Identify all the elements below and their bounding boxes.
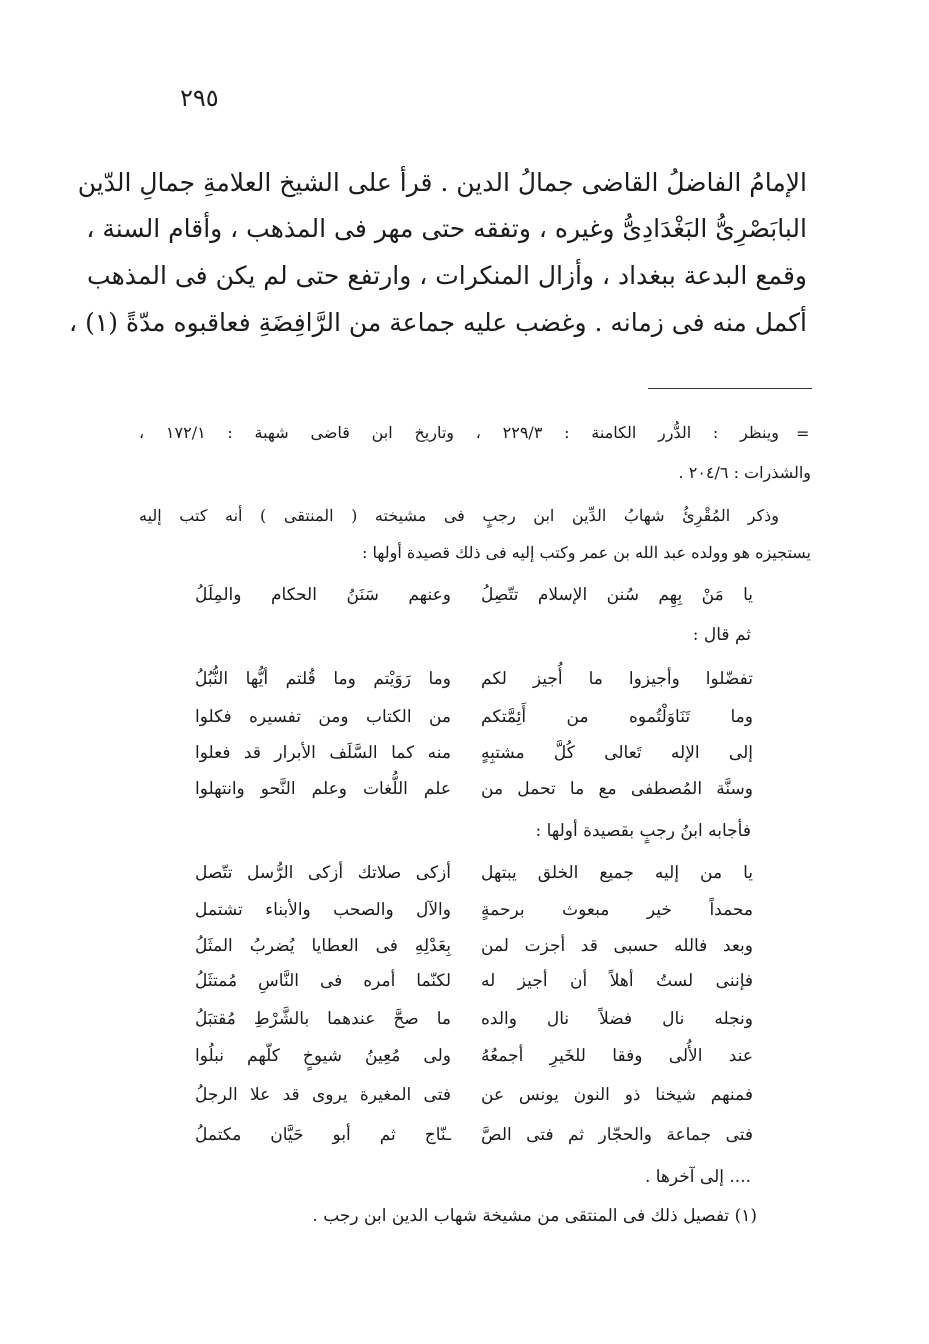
verse-left: منه كما السَّلَف الأبرار قد فعلوا [195, 743, 451, 763]
main-text-line-3: وقمع البدعة ببغداد ، وأزال المنكرات ، وارتفع حتى لم يكن فى المذهب [87, 261, 807, 290]
main-text-line-2: البابَصْرِىُّ البَغْدَادِىُّ وغيره ، وتفقه حتى مهر فى المذهب ، وأقام السنة ، [86, 214, 807, 243]
footnote-separator [648, 388, 812, 389]
verse-left: ولى مُعِينُ شيوخٍ كلّهم نبلُوا [195, 1046, 451, 1066]
verse-right: إلى الإله تَعالى كُلَّ مشتبِهٍ [481, 743, 753, 763]
verse-right: ونجله نال فضلاً نال والده [481, 1009, 753, 1029]
verse-right: عند الأُلى وفقا للخَيرِ أجمعُهُ [481, 1046, 753, 1066]
verse-right: يا من إليه جميع الخلق يبتهل [481, 863, 753, 883]
footnote-continuation-marker: = [796, 424, 810, 443]
verse-right: فإننى لستُ أهلاً أن أجيز له [481, 971, 753, 991]
verse-right: وما تَنَاوَلْتُموه من أَئِمَّتكم [481, 707, 753, 727]
verse-left: علم اللُّغات وعلم النَّحو وانتهلوا [195, 779, 451, 799]
intro-line-2: يستجيزه هو وولده عبد الله بن عمر وكتب إليه فى ذلك قصيدة أولها : [362, 543, 811, 562]
verse-row [0, 738, 929, 768]
verse-row [0, 1004, 929, 1034]
footnote-text: تفصيل ذلك فى المنتقى من مشيخة شهاب الدين ابن رجب . [312, 1206, 730, 1226]
verse-row [0, 1120, 929, 1150]
verse-left: فتى المغيرة يروى قد علا الرجلُ [195, 1085, 451, 1105]
verse-row [0, 1080, 929, 1110]
footnote-continuation-line-1: وينظر : الدُّرر الكامنة : ٢٢٩/٣ ، وتاريخ ابن قاضى شهبة : ١٧٢/١ ، [139, 423, 779, 442]
verse-left: ما صحَّ عندهما بالشَّرْطِ مُقتبَلُ [195, 1009, 451, 1029]
verse-left: والآل والصحب والأبناء تشتمل [195, 900, 451, 920]
footnote [312, 1206, 757, 1226]
verse-right: فتى جماعة والحجّار ثم فتى الصَّ [481, 1125, 753, 1145]
first-verse [0, 580, 929, 610]
verse-right: وسنَّة المُصطفى مع ما تحمل من [481, 779, 753, 799]
verse-row [0, 664, 929, 694]
verse-right: فمنهم شيخنا ذو النون يونس عن [481, 1085, 753, 1105]
verse-row [0, 931, 929, 961]
verse-row [0, 895, 929, 925]
verse-right: وبعد فالله حسبى قد أجزت لمن [481, 936, 753, 956]
verse-left: بِعَدْلِهِ فى العطايا يُضربُ المثَلُ [195, 936, 451, 956]
verse-left: وما رَوَيْتم وما قُلتم أيُّها النُّبُلُ [195, 669, 451, 689]
verse-row [0, 966, 929, 996]
footnote-marker: (١) [734, 1206, 757, 1226]
verse-row [0, 774, 929, 804]
to-end-line: .... إلى آخرها . [644, 1167, 751, 1187]
first-verse-left: وعنهم سَنَنُ الحكام والمِلَلُ [195, 585, 451, 605]
verse-row [0, 858, 929, 888]
verse-right: محمداً خير مبعوث برحمةٍ [481, 900, 753, 920]
page-number: ٢٩٥ [180, 84, 219, 112]
verse-right: تفضّلوا وأجيزوا ما أُجيز لكم [481, 669, 753, 689]
intro-line-1: وذكر المُقْرِئُ شهابُ الدِّين ابن رجبٍ فى مشيخته ( المنتقى ) أنه كتب إليه [139, 506, 780, 525]
verse-left: لكنّما أمره فى النَّاسِ مُمتثَلُ [195, 971, 451, 991]
then-said: ثم قال : [692, 625, 751, 645]
verse-row [0, 1041, 929, 1071]
verse-left: ـنّاج ثم أبو حَيَّان مكتملُ [195, 1125, 451, 1145]
reply-intro: فأجابه ابنُ رجبٍ بقصيدة أولها : [535, 821, 751, 841]
verse-left: أزكى صلاتك أزكى الرُّسل تتّصل [195, 863, 451, 883]
verse-left: من الكتاب ومن تفسيره فكلوا [195, 707, 451, 727]
footnote-continuation-line-2: والشذرات : ٢٠٤/٦ . [678, 463, 811, 482]
first-verse-right: يا مَنْ بِهِم سُنن الإسلام تتّصِلُ [481, 585, 753, 605]
main-text-line-1: الإمامُ الفاضلُ القاضى جمالُ الدين . قرأ على الشيخ العلامةِ جمالِ الدّين [77, 168, 807, 197]
verse-row [0, 702, 929, 732]
main-text-line-4: أكمل منه فى زمانه . وغضب عليه جماعة من الرَّافِضَةِ فعاقبوه مدّةً (١) ، [69, 308, 807, 337]
